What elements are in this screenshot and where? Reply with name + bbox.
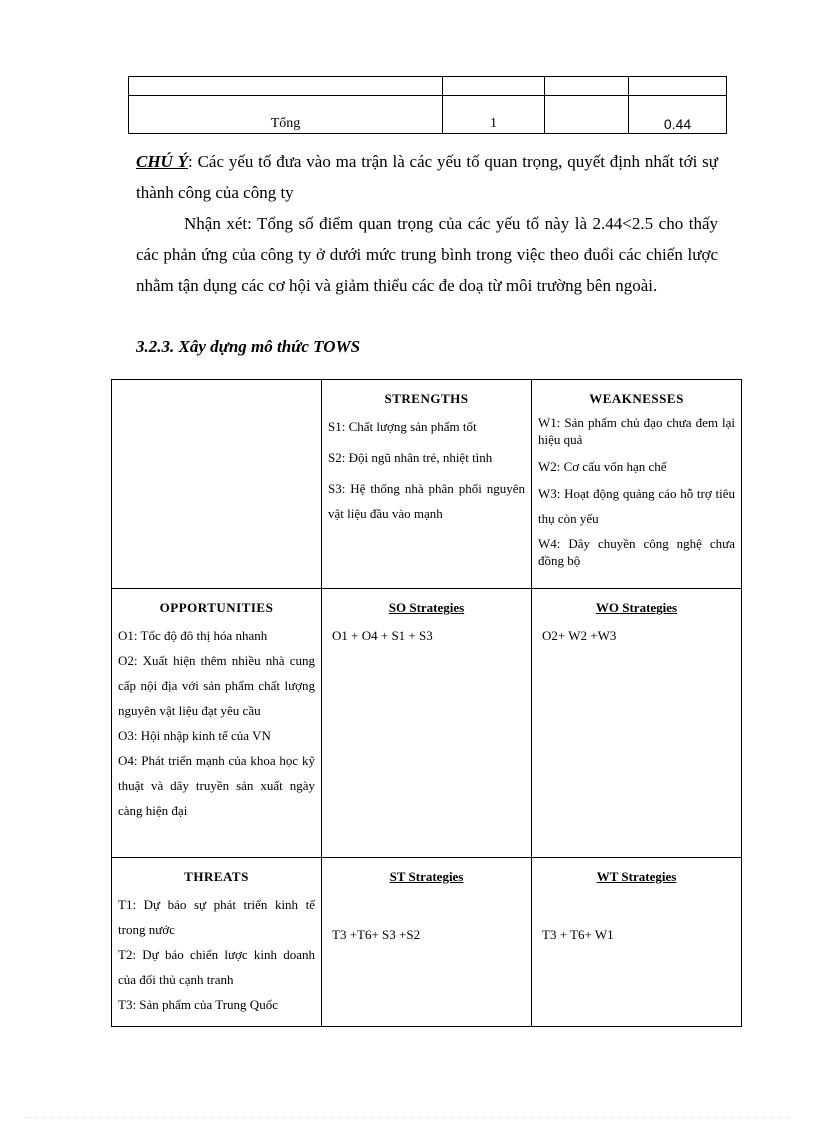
weaknesses-header: WEAKNESSES <box>589 391 684 406</box>
weakness-item: W3: Hoạt động quảng cáo hỗ trợ tiêu thụ còn yếu <box>538 486 735 526</box>
tows-matrix <box>111 379 742 1027</box>
wt-strategies-header: WT Strategies <box>596 868 677 884</box>
tows-row-internal <box>112 380 742 589</box>
so-strategies-header: SO Strategies <box>388 600 465 616</box>
total-weight: 1 <box>443 96 545 134</box>
wo-strategy-value: O2+ W2 +W3 <box>542 628 617 644</box>
opportunities-cell <box>112 589 322 857</box>
tows-corner-cell <box>112 380 322 589</box>
wt-strategies-cell <box>532 857 742 1026</box>
note-text: : Các yếu tố đưa vào ma trận là các yếu tố quan trọng, quyết định nhất tới sự thành công của công ty <box>136 152 718 202</box>
tows-row-threats <box>112 857 742 1026</box>
so-strategy-value: O1 + O4 + S1 + S3 <box>332 628 433 644</box>
page-bottom-divider <box>24 1117 792 1119</box>
strengths-header: STRENGTHS <box>384 391 469 406</box>
weakness-item: W2: Cơ cấu vốn hạn chế <box>538 459 667 474</box>
so-strategies-cell <box>322 589 532 857</box>
st-strategies-header: ST Strategies <box>389 868 464 884</box>
note-label: CHÚ Ý <box>136 152 189 171</box>
strength-item: S2: Đội ngũ nhân trẻ, nhiệt tình <box>328 450 493 465</box>
strengths-cell <box>322 380 532 589</box>
strength-item: S1: Chất lượng sản phẩm tốt <box>328 419 477 434</box>
weaknesses-cell <box>532 380 742 589</box>
opportunity-item: O4: Phát triển mạnh của khoa học kỹ thuật và dây truyền sản xuất ngày càng hiện đại <box>118 753 315 819</box>
threat-item: T3: Sản phẩm của Trung Quốc <box>118 996 278 1012</box>
threats-header: THREATS <box>184 868 249 884</box>
total-label: Tổng <box>129 96 443 134</box>
threat-item: T1: Dự báo sự phát triển kinh tế trong nước <box>118 896 315 937</box>
summary-table <box>128 76 727 134</box>
threats-cell <box>112 857 322 1026</box>
opportunity-item: O2: Xuất hiện thêm nhiều nhà cung cấp nội địa với sản phẩm chất lượng nguyên vật liệu đạt yêu cầu <box>118 653 315 719</box>
threat-item: T2: Dự báo chiến lược kinh doanh của đối thủ cạnh tranh <box>118 946 315 987</box>
opportunity-item: O1: Tốc độ đô thị hóa nhanh <box>118 628 268 644</box>
st-strategies-cell <box>322 857 532 1026</box>
opportunity-item: O3: Hội nhập kinh tế của VN <box>118 728 271 744</box>
table-row <box>129 77 727 96</box>
total-row <box>129 96 727 134</box>
weakness-item: W1: Sản phẩm chủ đạo chưa đem lại hiệu quả <box>538 415 735 447</box>
st-strategy-value: T3 +T6+ S3 +S2 <box>332 926 421 942</box>
opportunities-header: OPPORTUNITIES <box>159 600 274 616</box>
total-rating <box>545 96 629 134</box>
comment-paragraph: Nhận xét: Tổng số điểm quan trọng của các yếu tố này là 2.44<2.5 cho thấy các phản ứng của công ty ở dưới mức trung bình trong việc theo đuổi các chiến lược nhằm tận dụng các cơ hội và giảm thiểu các đe doạ từ môi trường bên ngoài. <box>136 214 718 295</box>
weakness-item: W4: Dây chuyền công nghệ chưa đồng bộ <box>538 536 735 568</box>
wo-strategies-cell <box>532 589 742 857</box>
strength-item: S3: Hệ thống nhà phân phối nguyên vật liệu đầu vào mạnh <box>328 481 525 521</box>
total-score: 0.44 <box>629 96 727 134</box>
section-heading: 3.2.3. Xây dựng mô thức TOWS <box>136 337 361 356</box>
tows-row-opportunities <box>112 589 742 857</box>
wo-strategies-header: WO Strategies <box>595 600 678 616</box>
note-paragraph <box>136 146 718 208</box>
wt-strategy-value: T3 + T6+ W1 <box>542 926 614 942</box>
